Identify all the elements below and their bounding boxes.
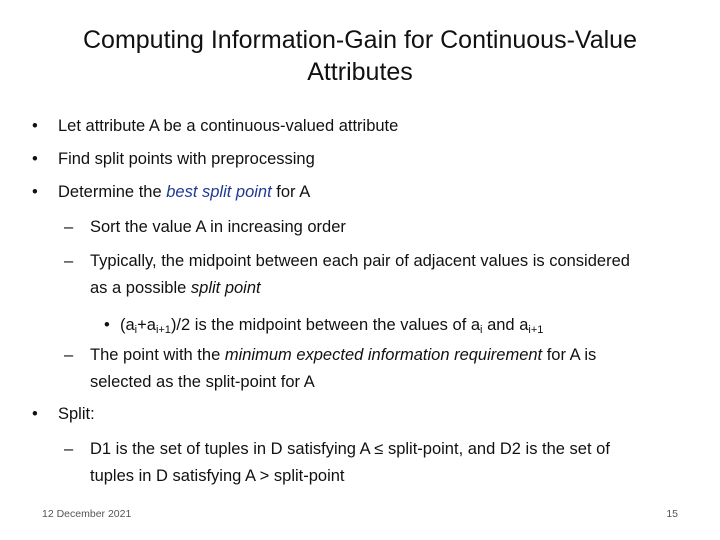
sub-bullet-text-line-1: Typically, the midpoint between each pair of adjacent values is considered — [90, 252, 630, 270]
bullet-marker: • — [32, 150, 38, 168]
emphasis-split-point: split point — [190, 279, 261, 297]
subscript: i — [134, 324, 138, 336]
sub-bullet-item-sort — [64, 214, 346, 241]
bullet-marker: • — [32, 117, 38, 135]
sub-bullet-text: Sort the value A in increasing order — [90, 218, 346, 236]
subscript: i+1 — [155, 324, 171, 336]
bullet-item-3 — [32, 179, 310, 206]
bullet-item-1 — [32, 113, 398, 140]
dash-marker: – — [64, 218, 74, 236]
text-segment: )/2 is the midpoint between the values of a — [170, 316, 481, 334]
bullet-text: Find split points with preprocessing — [58, 150, 315, 168]
subscript: i+1 — [528, 324, 544, 336]
text-segment: The point with the — [90, 346, 225, 364]
text-segment: (a — [120, 316, 135, 334]
sub-bullet-item-d1-d2 — [64, 436, 610, 490]
slide-title: Computing Information-Gain for Continuous-Value Attributes — [83, 26, 637, 86]
text-segment: as a possible — [90, 279, 191, 297]
footer-date: 12 December 2021 — [42, 508, 132, 520]
bullet-text: Split: — [58, 405, 95, 423]
sub-bullet-item-midpoint — [64, 248, 630, 302]
bullet-item-2 — [32, 146, 315, 173]
sub-bullet-text-line-2: tuples in D satisfying A > split-point — [90, 467, 345, 485]
sub-bullet-text-line-2 — [90, 275, 630, 302]
footer-page-number: 15 — [666, 508, 678, 520]
bullet-marker: • — [32, 183, 38, 201]
bullet-text: Let attribute A be a continuous-valued attribute — [58, 117, 399, 135]
bullet-marker: • — [32, 405, 38, 423]
text-segment: for A is — [542, 346, 597, 364]
text-segment: for A — [271, 183, 311, 201]
dash-marker: – — [64, 346, 74, 364]
bullet-item-4 — [32, 401, 95, 428]
sub-bullet-item-minimum — [64, 342, 596, 396]
emphasis-best-split-point: best split point — [166, 183, 272, 201]
text-segment: +a — [137, 316, 156, 334]
formula-text — [120, 312, 543, 339]
text-segment: Determine the — [58, 183, 167, 201]
emphasis-min-info: minimum expected information requirement — [224, 346, 543, 364]
sub-bullet-text-line-1 — [90, 342, 596, 369]
subscript: i — [480, 324, 483, 336]
bullet-text — [58, 179, 310, 206]
sub-bullet-text-line-2: selected as the split-point for A — [90, 373, 315, 391]
dash-marker: – — [64, 440, 74, 458]
sub-bullet-text-line-1: D1 is the set of tuples in D satisfying A ≤ split-point, and D2 is the set of — [90, 440, 610, 458]
dash-marker: – — [64, 252, 74, 270]
sub-sub-bullet-item-formula — [104, 312, 543, 339]
text-segment: and a — [482, 316, 529, 334]
bullet-marker: • — [104, 316, 110, 334]
